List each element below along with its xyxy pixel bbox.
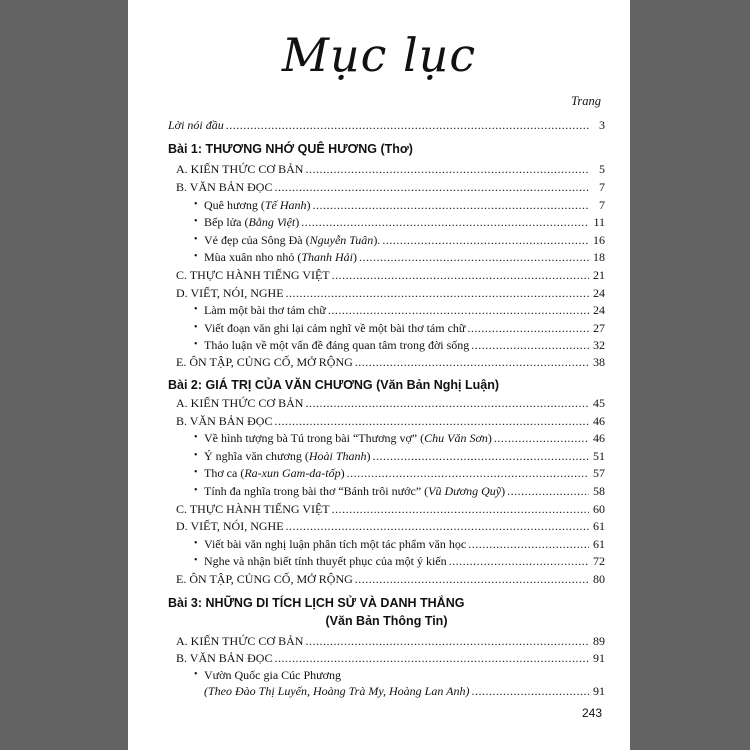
toc-page-number: 16 — [593, 233, 605, 247]
toc-entry[interactable] — [168, 286, 605, 300]
toc-entry-label: ). — [373, 233, 381, 247]
toc-page-number: 45 — [593, 396, 605, 410]
author-name: (Theo Đào Thị Luyến, Hoàng Trà My, Hoàng Lan Anh) — [204, 684, 470, 698]
toc-entry-label: ) — [306, 198, 311, 212]
toc-page-number: 7 — [599, 180, 605, 194]
dot-leader — [286, 519, 589, 533]
toc-entry-label: Nghe và nhận biết tính thuyết phục của một ý kiến — [204, 554, 447, 568]
dot-leader — [449, 554, 589, 568]
toc-subentry[interactable] — [168, 554, 605, 568]
toc-entry-label: C. THỰC HÀNH TIẾNG VIỆT — [176, 502, 330, 516]
toc-page-number: 7 — [599, 198, 605, 212]
author-name: Vũ Dương Quỹ — [428, 484, 502, 498]
toc-page-number: 18 — [593, 250, 605, 264]
bullet-icon: • — [194, 669, 198, 680]
toc-subentry[interactable] — [168, 233, 605, 247]
toc-subentry[interactable] — [168, 484, 605, 498]
lesson-3-heading[interactable]: Bài 3: NHỮNG DI TÍCH LỊCH SỬ VÀ DANH THẮNG — [168, 596, 465, 610]
book-page — [128, 0, 630, 750]
toc-entry-label: Viết bài văn nghị luận phân tích một tác phẩm văn học — [204, 537, 467, 551]
toc-entry-label — [204, 198, 311, 212]
toc-entry-label: D. VIẾT, NÓI, NGHE — [176, 519, 284, 533]
bullet-icon: • — [194, 199, 198, 210]
toc-page-number: 91 — [593, 684, 605, 698]
toc-entry-label: C. THỰC HÀNH TIẾNG VIỆT — [176, 268, 330, 282]
page-title: Mục lục — [281, 28, 477, 82]
toc-entry-label — [204, 250, 357, 264]
toc-entry-label: ) — [366, 449, 371, 463]
toc-page-number: 72 — [593, 554, 605, 568]
toc-entry-label: Vườn Quốc gia Cúc Phương — [204, 668, 342, 682]
toc-entry-label: ) — [295, 215, 300, 229]
dot-leader — [355, 572, 589, 586]
toc-page-number: 32 — [593, 338, 605, 352]
toc-page-number: 38 — [593, 355, 605, 369]
author-name: Ra-xun Gam-da-tốp — [244, 466, 341, 480]
toc-entry-label: Mùa xuân nho nhỏ ( — [204, 250, 302, 264]
bullet-icon: • — [194, 538, 198, 549]
toc-page-number: 89 — [593, 634, 605, 648]
toc-page-number: 61 — [593, 537, 605, 551]
toc-entry-label — [204, 466, 345, 480]
toc-subentry[interactable] — [168, 303, 605, 317]
bullet-icon: • — [194, 485, 198, 496]
lesson-1-heading[interactable]: Bài 1: THƯƠNG NHỚ QUÊ HƯƠNG (Thơ) — [168, 142, 413, 156]
toc-entry-label: ) — [501, 484, 506, 498]
toc-entry-intro[interactable] — [168, 118, 605, 132]
bullet-icon: • — [194, 432, 198, 443]
toc-page-number: 61 — [593, 519, 605, 533]
toc-page-number: 60 — [593, 502, 605, 516]
dot-leader — [305, 162, 589, 176]
toc-entry[interactable] — [168, 414, 605, 428]
toc-page-number: 51 — [593, 449, 605, 463]
toc-subentry[interactable] — [168, 466, 605, 480]
toc-entry[interactable] — [168, 355, 605, 369]
toc-entry-label: Vẻ đẹp của Sông Đà ( — [204, 233, 310, 247]
left-margin-shadow — [0, 0, 128, 750]
toc-entry-label: Tính đa nghĩa trong bài thơ “Bánh trôi nước” ( — [204, 484, 429, 498]
toc-entry-label — [204, 484, 505, 498]
toc-page-number: 21 — [593, 268, 605, 282]
toc-entry-label: Làm một bài thơ tám chữ — [204, 303, 326, 317]
toc-entry-label: B. VĂN BẢN ĐỌC — [176, 651, 273, 665]
lesson-2-heading[interactable]: Bài 2: GIÁ TRỊ CỦA VĂN CHƯƠNG (Văn Bản Nghị Luận) — [168, 378, 499, 392]
toc-entry-label: Về hình tượng bà Tú trong bài “Thương vợ” ( — [204, 431, 425, 445]
toc-entry-label — [204, 449, 371, 463]
toc-entry-label: Bếp lửa ( — [204, 215, 249, 229]
dot-leader — [347, 466, 589, 480]
toc-entry-label: A. KIẾN THỨC CƠ BẢN — [176, 634, 304, 648]
bullet-icon: • — [194, 339, 198, 350]
dot-leader — [286, 286, 589, 300]
toc-subentry[interactable] — [168, 215, 605, 229]
toc-entry-label: D. VIẾT, NÓI, NGHE — [176, 286, 284, 300]
toc-page-number: 58 — [593, 484, 605, 498]
dot-leader — [305, 396, 589, 410]
toc-subentry[interactable] — [168, 431, 605, 445]
toc-entry-label: Thơ ca ( — [204, 466, 245, 480]
toc-page-number: 46 — [593, 414, 605, 428]
toc-page-number: 24 — [593, 303, 605, 317]
toc-entry-label: A. KIẾN THỨC CƠ BẢN — [176, 162, 304, 176]
dot-leader — [494, 431, 589, 445]
dot-leader — [471, 338, 589, 352]
bullet-icon: • — [194, 304, 198, 315]
toc-page-number: 3 — [599, 118, 605, 132]
bullet-icon: • — [194, 555, 198, 566]
toc-subentry[interactable] — [168, 684, 605, 698]
toc-entry-label: Quê hương ( — [204, 198, 265, 212]
bullet-icon: • — [194, 251, 198, 262]
author-name: Chu Văn Sơn — [424, 431, 488, 445]
right-margin-shadow — [630, 0, 750, 750]
toc-entry-label — [204, 215, 299, 229]
dot-leader — [274, 414, 589, 428]
toc-subentry[interactable] — [168, 198, 605, 212]
dot-leader — [471, 684, 589, 698]
bullet-icon: • — [194, 450, 198, 461]
toc-subentry[interactable] — [168, 537, 605, 551]
page-number: 243 — [581, 706, 602, 720]
toc-subentry[interactable] — [168, 321, 605, 335]
bullet-icon: • — [194, 467, 198, 478]
toc-entry[interactable] — [168, 162, 605, 176]
toc-subentry[interactable] — [168, 449, 605, 463]
toc-entry[interactable] — [168, 396, 605, 410]
toc-entry-label — [204, 233, 380, 247]
toc-page-number: 11 — [593, 215, 605, 229]
toc-subentry-first-line[interactable] — [168, 668, 605, 682]
toc-entry-label: B. VĂN BẢN ĐỌC — [176, 414, 273, 428]
toc-page-number: 57 — [593, 466, 605, 480]
page-column-label: Trang — [571, 94, 601, 108]
toc-entry[interactable] — [168, 268, 605, 282]
toc-entry-label: ) — [340, 466, 345, 480]
toc-page-number: 46 — [593, 431, 605, 445]
bullet-icon: • — [194, 216, 198, 227]
toc-entry-label: Viết đoạn văn ghi lại cảm nghĩ về một bài thơ tám chữ — [204, 321, 466, 335]
dot-leader — [382, 233, 589, 247]
dot-leader — [373, 449, 589, 463]
bullet-icon: • — [194, 322, 198, 333]
dot-leader — [332, 502, 589, 516]
author-name: Nguyễn Tuân — [309, 233, 374, 247]
toc-entry[interactable] — [168, 634, 605, 648]
toc-entry-label: ) — [487, 431, 492, 445]
dot-leader — [305, 634, 589, 648]
toc-page-number: 5 — [599, 162, 605, 176]
dot-leader — [226, 118, 589, 132]
toc-entry-label: E. ÔN TẬP, CỦNG CỐ, MỞ RỘNG — [176, 572, 353, 586]
dot-leader — [328, 303, 589, 317]
author-name: Tế Hanh — [264, 198, 307, 212]
dot-leader — [468, 537, 589, 551]
bullet-icon: • — [194, 234, 198, 245]
author-name: Bằng Việt — [248, 215, 296, 229]
toc-subentry[interactable] — [168, 250, 605, 264]
toc-entry-label: E. ÔN TẬP, CỦNG CỐ, MỞ RỘNG — [176, 355, 353, 369]
lesson-3-subheading: (Văn Bản Thông Tin) — [325, 614, 448, 628]
toc-entry-label: B. VĂN BẢN ĐỌC — [176, 180, 273, 194]
toc-entry[interactable] — [168, 651, 605, 665]
author-name: Thanh Hải — [301, 250, 354, 264]
toc-page-number: 91 — [593, 651, 605, 665]
dot-leader — [274, 180, 589, 194]
dot-leader — [507, 484, 589, 498]
dot-leader — [313, 198, 589, 212]
dot-leader — [332, 268, 589, 282]
toc-entry[interactable] — [168, 502, 605, 516]
toc-entry-label: Ý nghĩa văn chương ( — [204, 449, 309, 463]
author-name: Hoài Thanh — [308, 449, 367, 463]
toc-entry[interactable] — [168, 572, 605, 586]
toc-page-number: 24 — [593, 286, 605, 300]
dot-leader — [355, 355, 589, 369]
toc-page-number: 80 — [593, 572, 605, 586]
toc-entry-label: Thảo luận về một vấn đề đáng quan tâm trong đời sống — [204, 338, 470, 352]
dot-leader — [301, 215, 589, 229]
toc-entry[interactable] — [168, 519, 605, 533]
dot-leader — [274, 651, 589, 665]
toc-entry-label: Lời nói đầu — [168, 118, 224, 132]
toc-entry[interactable] — [168, 180, 605, 194]
toc-subentry[interactable] — [168, 338, 605, 352]
toc-entry-label — [204, 431, 492, 445]
toc-entry-label: ) — [353, 250, 358, 264]
toc-page-number: 27 — [593, 321, 605, 335]
dot-leader — [467, 321, 589, 335]
dot-leader — [359, 250, 589, 264]
toc-entry-label: A. KIẾN THỨC CƠ BẢN — [176, 396, 304, 410]
